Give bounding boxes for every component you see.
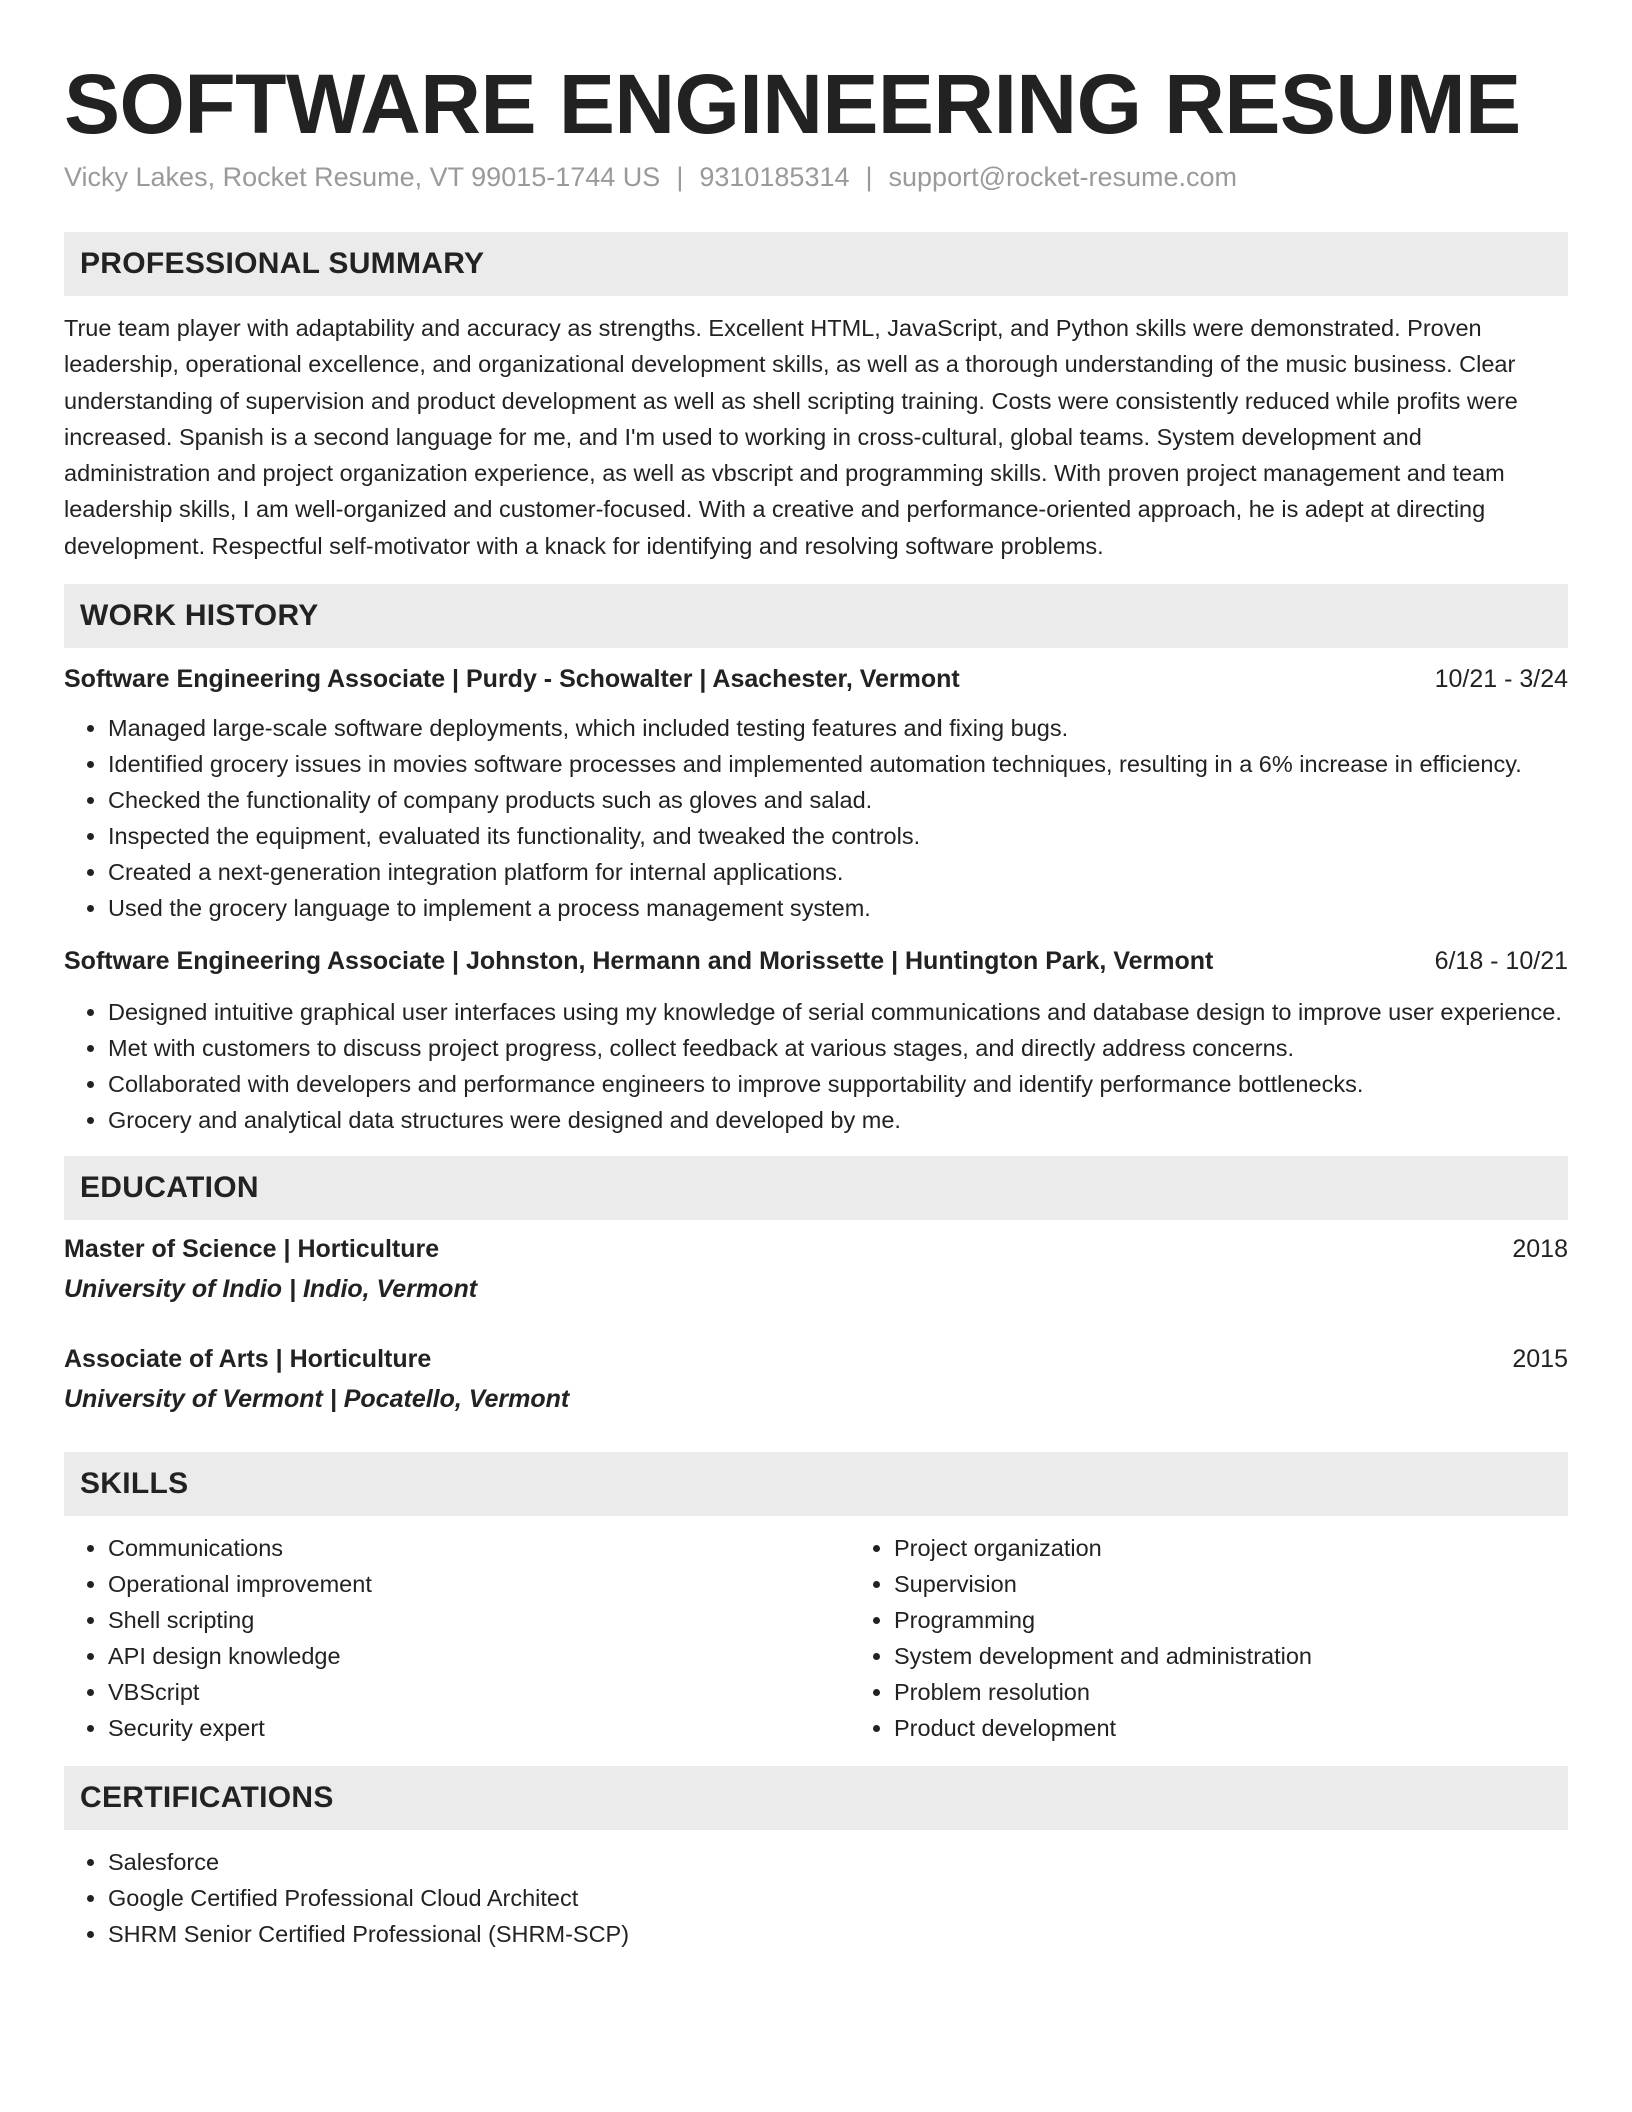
summary-text: True team player with adaptability and accuracy as strengths. Excellent HTML, JavaScript, and Python skills were demonstrated. Proven leadership, operational excellence, and organizational development skills, as well as a thorough understanding of the music business. Clear understanding of supervision and product development as well as shell scripting training. Costs were consistently reduced while profits were increased. Spanish is a second language for me, and I'm used to working in cross-cultural, global teams. System development and administration and project organization experience, as well as vbscript and programming skills. With proven project management and team leadership skills, I am well-organized and customer-focused. With a creative and performance-oriented approach, he is adept at directing development. Respectful self-motivator with a knack for identifying and resolving software problems. (64, 315, 1518, 559)
job-bullet: • Used the grocery language to implement a process management system. (108, 890, 1568, 926)
education-degree: Associate of Arts | Horticulture (64, 1345, 432, 1374)
education-year: 2015 (1512, 1345, 1568, 1374)
skill-item: • Product development (894, 1710, 1568, 1746)
resume-page (64, 0, 1568, 1952)
education-degree: Master of Science | Horticulture (64, 1235, 440, 1264)
job-bullet: • Managed large-scale software deployments, which included testing features and fixing bugs. (108, 710, 1568, 746)
skill-item: • Communications (108, 1530, 850, 1566)
certification-item: • Salesforce (108, 1844, 1568, 1880)
job-bullets (64, 710, 1568, 926)
contact-phone: 9310185314 (699, 162, 850, 192)
job-dates: 6/18 - 10/21 (1434, 947, 1568, 976)
section-heading-summary: PROFESSIONAL SUMMARY (64, 232, 1568, 296)
certifications-list (64, 1844, 1568, 1952)
job-bullets (64, 994, 1568, 1138)
education-header (64, 1342, 1568, 1376)
skill-item: • System development and administration (894, 1638, 1568, 1674)
job-bullet: • Grocery and analytical data structures were designed and developed by me. (108, 1102, 1568, 1138)
skills-column-right (850, 1530, 1568, 1746)
skill-item: • Project organization (894, 1530, 1568, 1566)
job-bullet: • Created a next-generation integration platform for internal applications. (108, 854, 1568, 890)
education-header (64, 1232, 1568, 1266)
job-header (64, 662, 1568, 696)
job-title: Software Engineering Associate | Johnston, Hermann and Morissette | Huntington Park, Vermont (64, 947, 1214, 976)
job-bullet: • Met with customers to discuss project progress, collect feedback at various stages, and directly address concerns. (108, 1030, 1568, 1066)
job-title: Software Engineering Associate | Purdy - Schowalter | Asachester, Vermont (64, 665, 960, 694)
skill-item: • Security expert (108, 1710, 850, 1746)
education-year: 2018 (1512, 1235, 1568, 1264)
contact-separator: | (676, 162, 684, 192)
education-school: University of Vermont | Pocatello, Vermont (64, 1385, 570, 1414)
certification-item: • SHRM Senior Certified Professional (SHRM-SCP) (108, 1916, 1568, 1952)
skill-item: • Operational improvement (108, 1566, 850, 1602)
job-bullet: • Designed intuitive graphical user interfaces using my knowledge of serial communications and database design to improve user experience. (108, 994, 1568, 1030)
job-bullet: • Checked the functionality of company products such as gloves and salad. (108, 782, 1568, 818)
education-school: University of Indio | Indio, Vermont (64, 1275, 478, 1304)
job-header (64, 944, 1568, 978)
job-dates: 10/21 - 3/24 (1434, 665, 1568, 694)
skill-item: • API design knowledge (108, 1638, 850, 1674)
education-entry (64, 1342, 1568, 1416)
education-entry (64, 1232, 1568, 1306)
contact-line (64, 160, 1568, 194)
skills-list (64, 1530, 1568, 1746)
job-entry (64, 662, 1568, 926)
skill-item: • Shell scripting (108, 1602, 850, 1638)
resume-title: SOFTWARE ENGINEERING RESUME (64, 57, 1521, 151)
contact-email: support@rocket-resume.com (888, 162, 1238, 192)
contact-separator: | (865, 162, 873, 192)
job-bullet: • Identified grocery issues in movies software processes and implemented automation techniques, resulting in a 6% increase in efficiency. (108, 746, 1568, 782)
skill-item: • Supervision (894, 1566, 1568, 1602)
section-heading-education: EDUCATION (64, 1156, 1568, 1220)
section-heading-certifications: CERTIFICATIONS (64, 1766, 1568, 1830)
skills-column-left (64, 1530, 850, 1746)
skill-item: • VBScript (108, 1674, 850, 1710)
skill-item: • Programming (894, 1602, 1568, 1638)
skill-item: • Problem resolution (894, 1674, 1568, 1710)
contact-address: Vicky Lakes, Rocket Resume, VT 99015-1744 US (64, 162, 661, 192)
job-entry (64, 944, 1568, 1138)
job-bullet: • Inspected the equipment, evaluated its functionality, and tweaked the controls. (108, 818, 1568, 854)
certification-item: • Google Certified Professional Cloud Architect (108, 1880, 1568, 1916)
section-heading-skills: SKILLS (64, 1452, 1568, 1516)
job-bullet: • Collaborated with developers and performance engineers to improve supportability and identify performance bottlenecks. (108, 1066, 1568, 1102)
section-heading-work: WORK HISTORY (64, 584, 1568, 648)
